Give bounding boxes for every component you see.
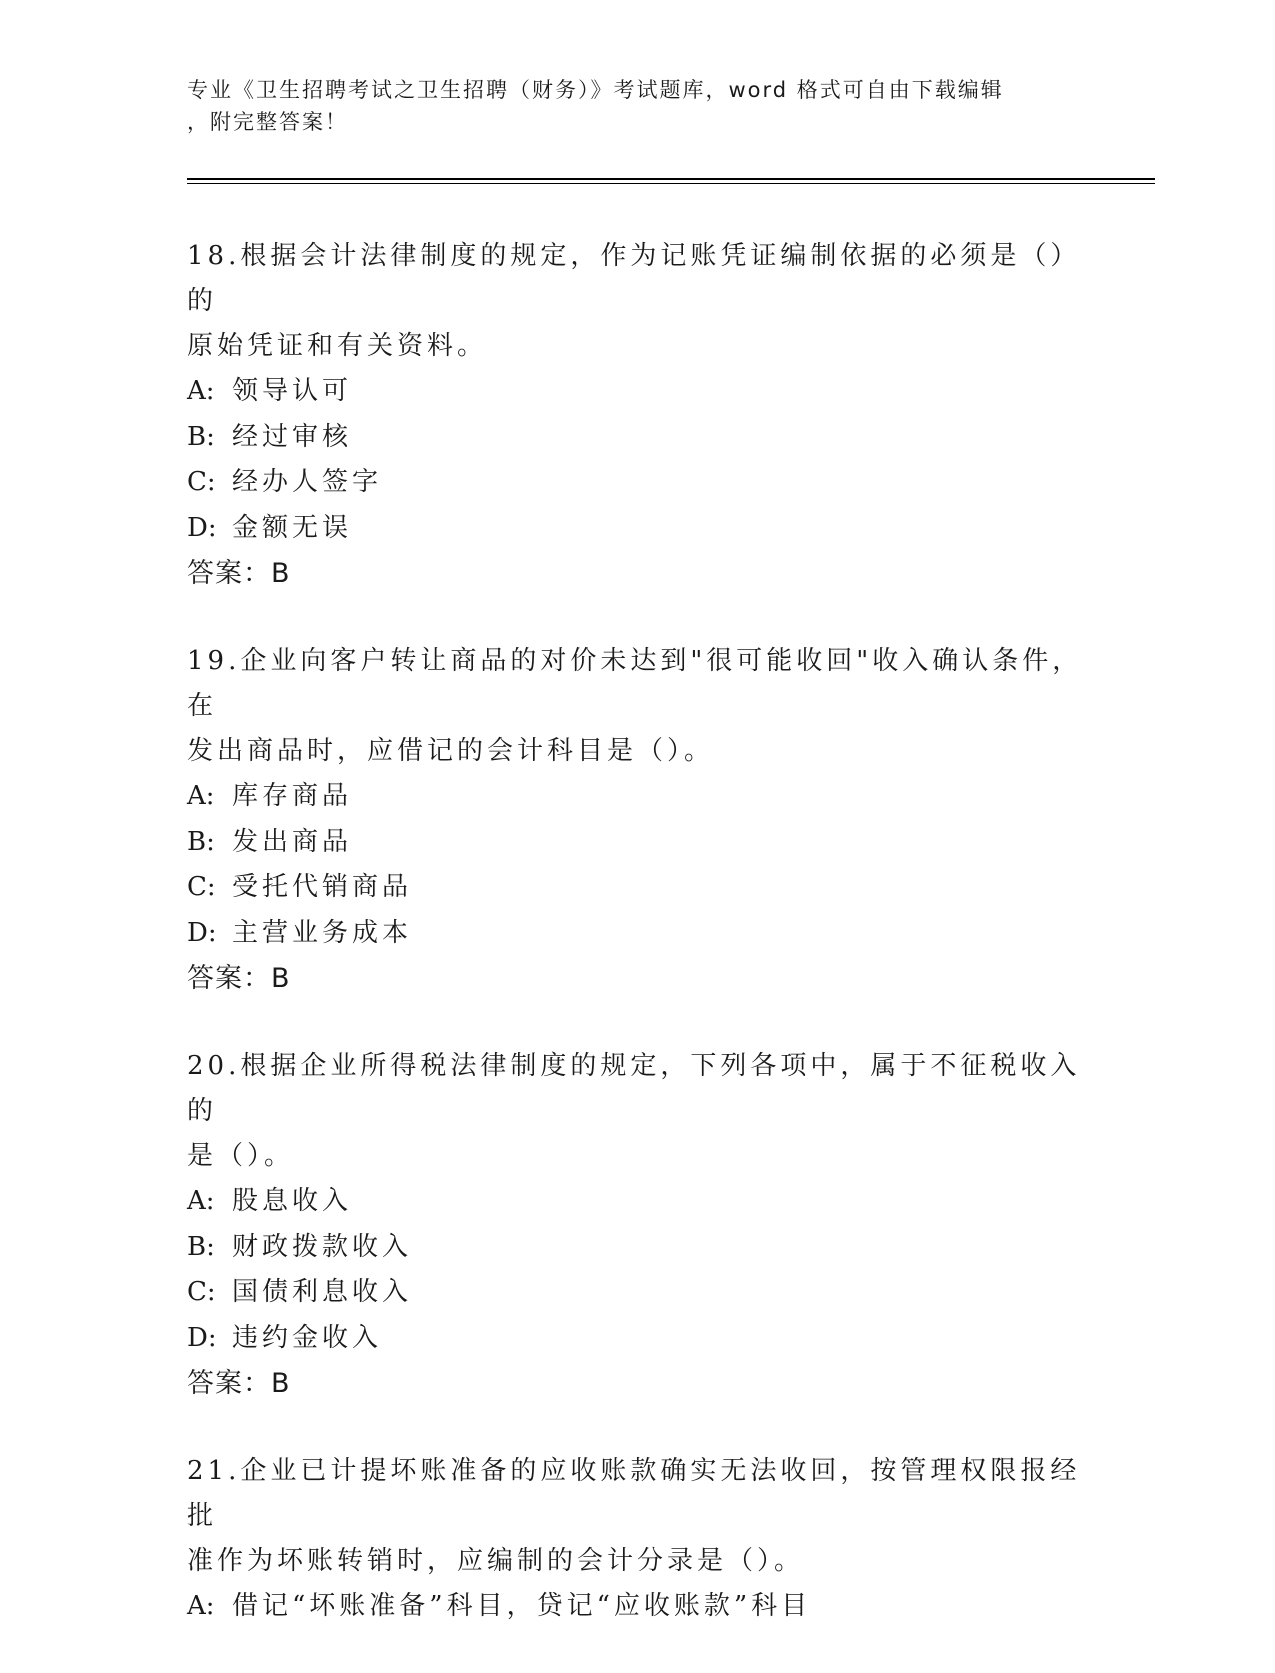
- option-text: 违约金收入: [232, 1322, 383, 1353]
- option-a: [187, 369, 1087, 415]
- option-text: 发出商品: [232, 826, 353, 857]
- option-text: 国债利息收入: [232, 1277, 413, 1307]
- question-18: [187, 234, 1087, 596]
- question-text-line: 18.根据会计法律制度的规定，作为记账凭证编制依据的必须是（）的: [187, 241, 1081, 316]
- answer-line: 答案：B: [187, 558, 291, 589]
- option-letter: C:: [187, 467, 216, 497]
- question-text-line: 20.根据企业所得税法律制度的规定，下列各项中，属于不征税收入的: [187, 1051, 1081, 1126]
- question-20: [187, 1044, 1087, 1406]
- option-b: [187, 820, 1087, 866]
- answer-line: 答案：B: [187, 963, 291, 994]
- option-text: 股息收入: [232, 1186, 353, 1216]
- option-b: [187, 415, 1087, 461]
- header-divider-thin: [187, 183, 1155, 184]
- option-text: 经办人签字: [232, 467, 383, 497]
- option-text: 借记“坏账准备”科目，贷记“应收账款”科目: [232, 1591, 812, 1621]
- question-text: [187, 1044, 1087, 1179]
- question-text-line: 发出商品时，应借记的会计科目是（）。: [187, 736, 715, 766]
- option-a: [187, 774, 1087, 820]
- option-letter: D:: [187, 512, 217, 543]
- option-d: [187, 911, 1087, 957]
- option-a: [187, 1584, 1087, 1630]
- option-text: 财政拨款收入: [232, 1231, 413, 1262]
- question-text-line: 原始凭证和有关资料。: [187, 331, 488, 361]
- option-letter: A:: [187, 1186, 215, 1216]
- question-19: [187, 639, 1087, 1001]
- header-line-1: 专业《卫生招聘考试之卫生招聘（财务）》考试题库，word 格式可自由下载编辑: [187, 78, 1004, 102]
- option-text: 经过审核: [232, 421, 353, 452]
- question-text-line: 是（）。: [187, 1141, 295, 1171]
- header-line-2: ，附完整答案！: [187, 110, 348, 134]
- option-a: [187, 1179, 1087, 1225]
- option-letter: B:: [187, 1231, 215, 1262]
- question-text: [187, 234, 1087, 369]
- question-21: [187, 1449, 1087, 1630]
- option-b: [187, 1225, 1087, 1271]
- option-text: 领导认可: [232, 376, 353, 406]
- option-letter: C:: [187, 1277, 216, 1307]
- option-letter: A:: [187, 1591, 215, 1621]
- option-text: 主营业务成本: [232, 917, 413, 948]
- question-text: [187, 639, 1087, 774]
- question-text-line: 21.企业已计提坏账准备的应收账款确实无法收回，按管理权限报经批: [187, 1456, 1081, 1531]
- option-letter: D:: [187, 1322, 217, 1353]
- answer-line: 答案：B: [187, 1368, 291, 1399]
- option-d: [187, 506, 1087, 552]
- option-c: [187, 865, 1087, 911]
- question-text-line: 19.企业向客户转让商品的对价未达到"很可能收回"收入确认条件，在: [187, 646, 1083, 721]
- option-text: 受托代销商品: [232, 872, 413, 902]
- option-letter: A:: [187, 376, 215, 406]
- option-d: [187, 1316, 1087, 1362]
- question-text-line: 准作为坏账转销时，应编制的会计分录是（）。: [187, 1546, 805, 1576]
- option-letter: D:: [187, 917, 217, 948]
- document-header: [187, 74, 1067, 138]
- option-text: 库存商品: [232, 781, 353, 811]
- question-list: [187, 234, 1087, 1673]
- option-letter: B:: [187, 421, 215, 452]
- option-letter: A:: [187, 781, 215, 811]
- option-letter: B:: [187, 826, 215, 857]
- option-c: [187, 460, 1087, 506]
- option-text: 金额无误: [232, 512, 353, 543]
- option-c: [187, 1270, 1087, 1316]
- option-letter: C:: [187, 872, 216, 902]
- header-divider-thick: [187, 178, 1155, 180]
- question-text: [187, 1449, 1087, 1584]
